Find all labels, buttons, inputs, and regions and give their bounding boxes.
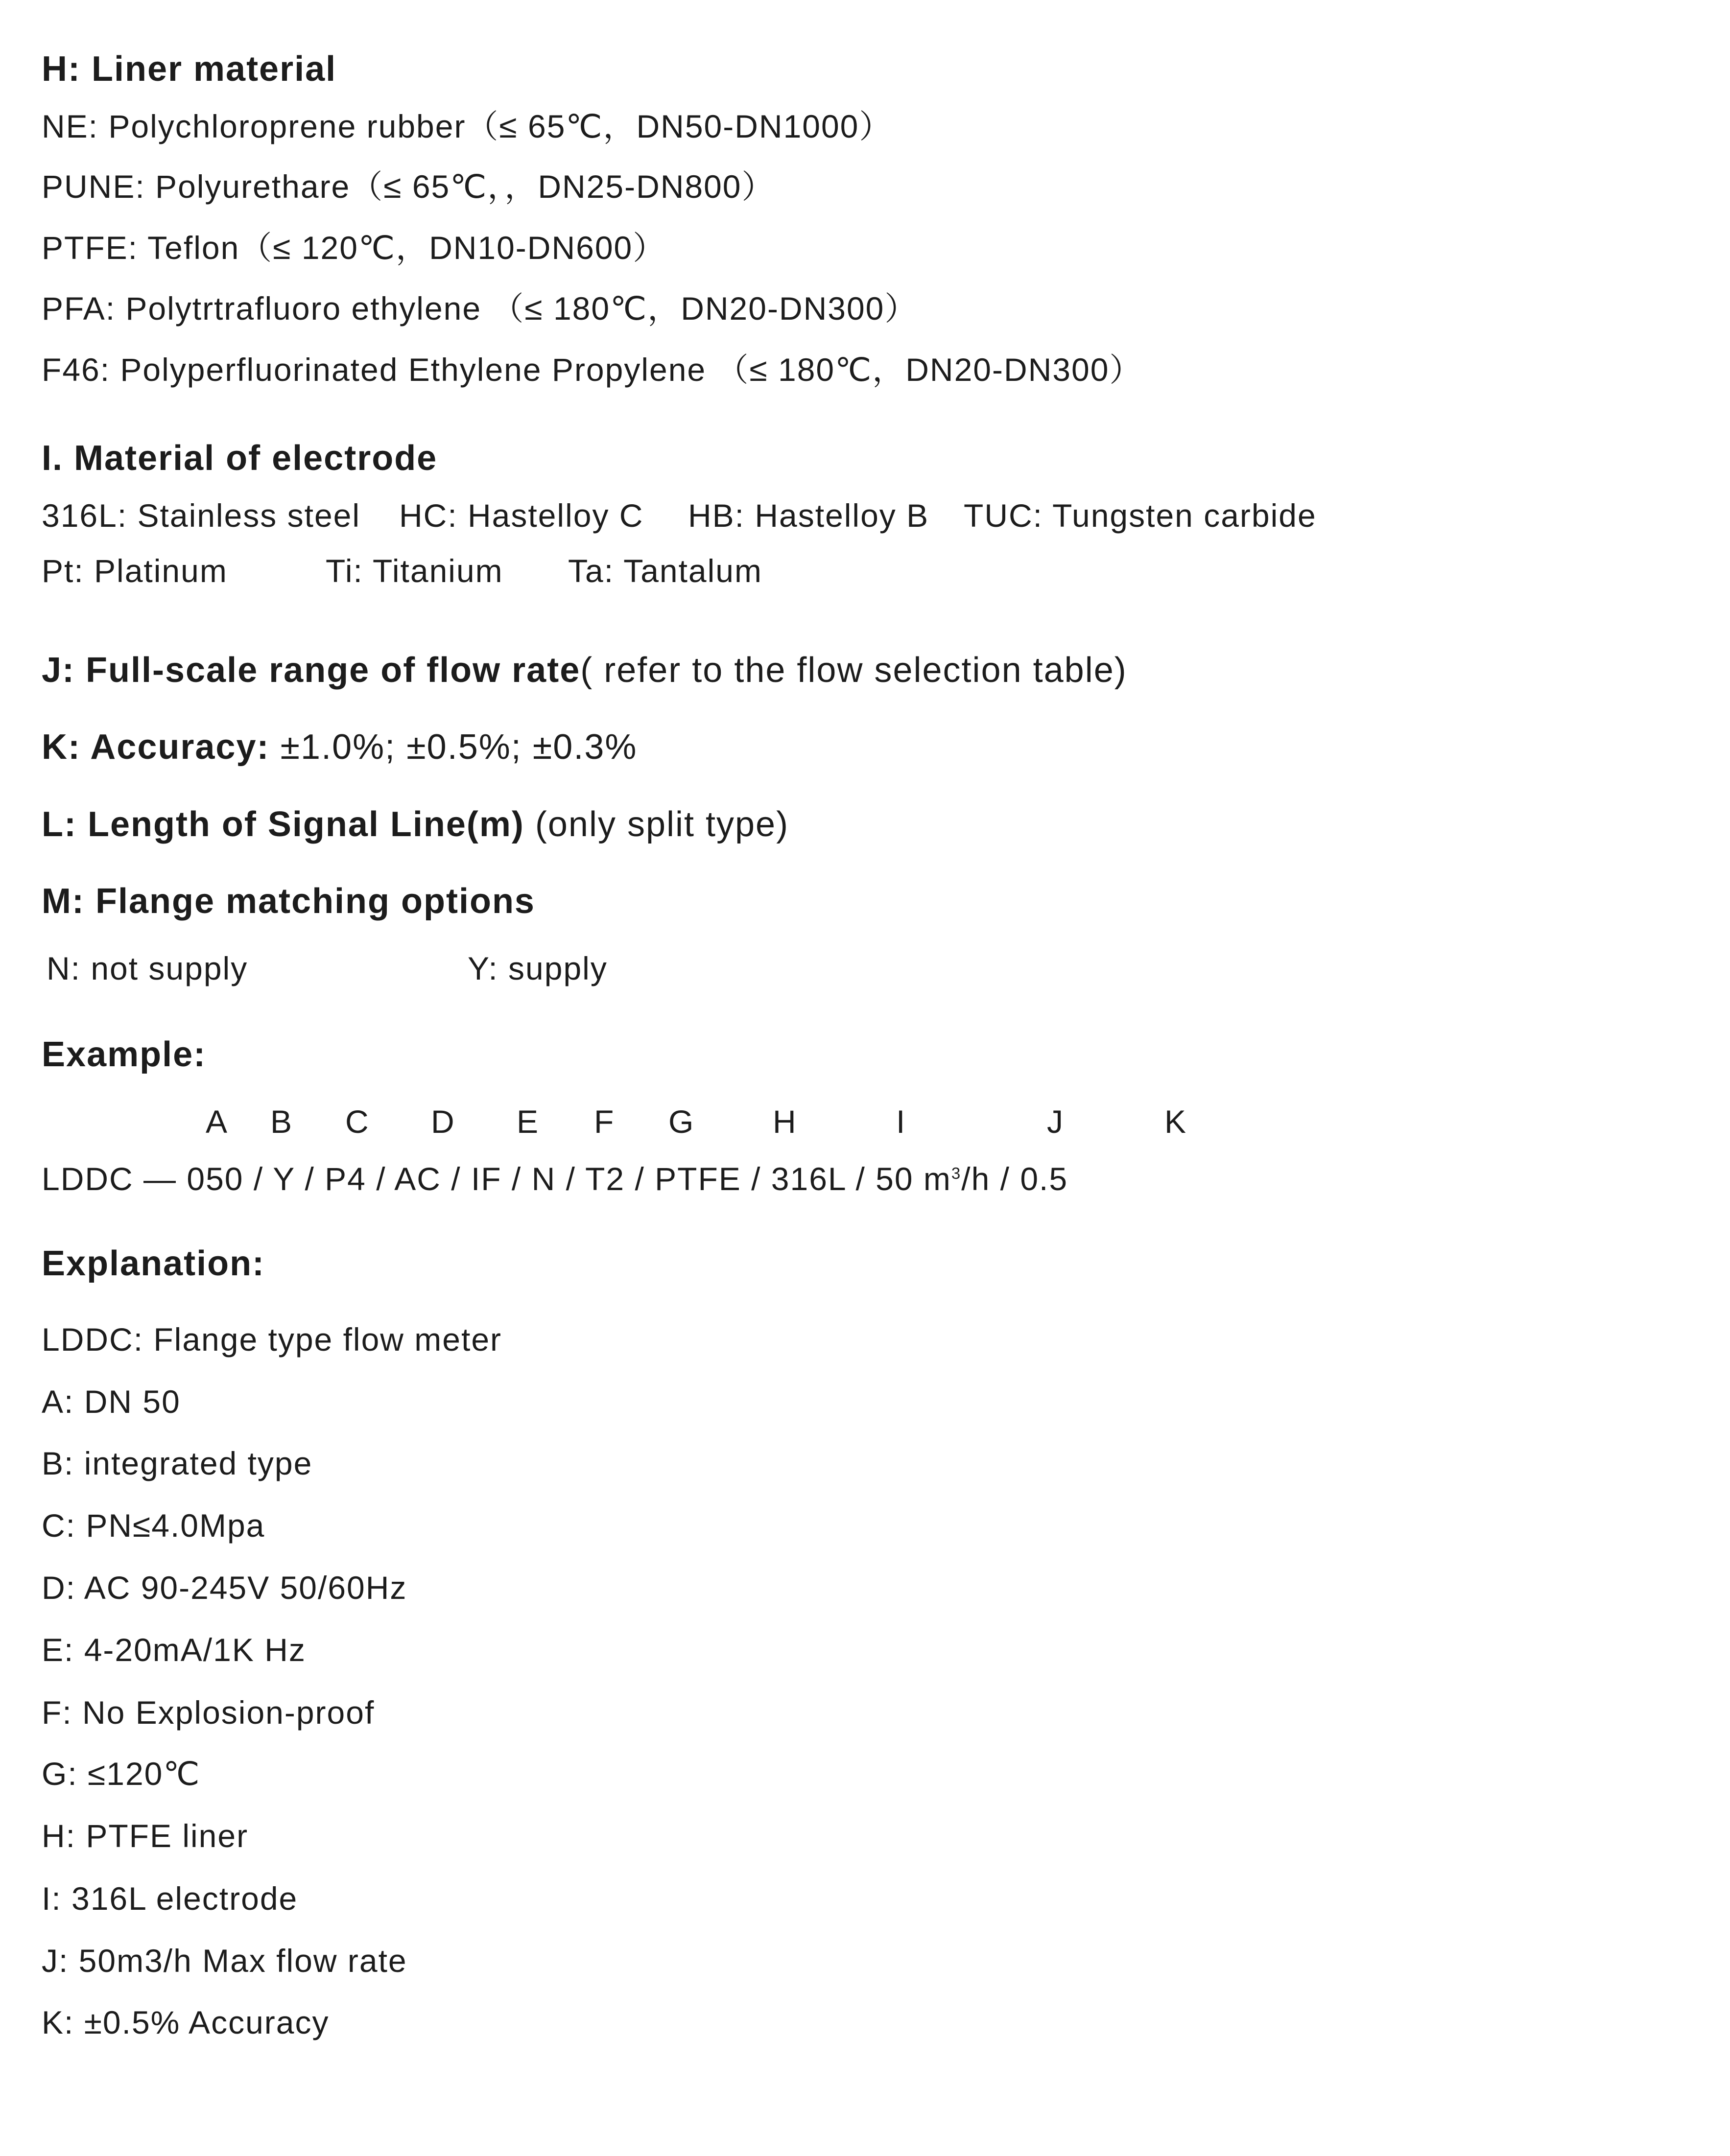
signal-line-heading: L: Length of Signal Line(m)	[42, 805, 524, 844]
liner-item-pune: PUNE: Polyurethare（≤ 65℃，，DN25-DN800）	[42, 168, 775, 205]
explanation-item-f: F: No Explosion-proof	[42, 1694, 375, 1731]
example-heading: Example:	[42, 1035, 207, 1074]
example-letter-b: B	[270, 1103, 293, 1140]
example-letter-d: D	[431, 1103, 455, 1140]
accuracy-line	[42, 729, 637, 765]
liner-item-ne: NE: Polychloroprene rubber（≤ 65℃，DN50-DN1000）	[42, 108, 893, 144]
accuracy-values: ±1.0%; ±0.5%; ±0.3%	[269, 727, 638, 767]
signal-line-line	[42, 807, 789, 842]
liner-item-f46: F46: Polyperfluorinated Ethylene Propylene （≤ 180℃，DN20-DN300）	[42, 352, 1143, 388]
explanation-heading: Explanation:	[42, 1244, 265, 1283]
explanation-item-b: B: integrated type	[42, 1445, 313, 1481]
explanation-item-k: K: ±0.5% Accuracy	[42, 2004, 330, 2040]
example-letter-h: H	[773, 1103, 797, 1140]
example-letter-g: G	[668, 1103, 695, 1140]
example-letter-a: A	[206, 1103, 229, 1140]
example-code-superscript: 3	[951, 1164, 962, 1182]
signal-line-note: (only split type)	[524, 805, 789, 844]
explanation-item-d: D: AC 90-245V 50/60Hz	[42, 1570, 407, 1606]
example-letter-c: C	[345, 1103, 370, 1140]
example-code-prefix: LDDC — 050 / Y / P4 / AC / IF / N / T2 / PTFE / 316L / 50 m	[42, 1161, 951, 1197]
example-letter-i: I	[896, 1103, 906, 1140]
flow-range-note: ( refer to the flow selection table)	[580, 651, 1127, 690]
electrode-hc: HC: Hastelloy C	[399, 497, 644, 534]
electrode-316l: 316L: Stainless steel	[42, 497, 361, 534]
flow-range-heading: J: Full-scale range of flow rate	[42, 651, 581, 690]
explanation-item-g: G: ≤120℃	[42, 1756, 201, 1792]
electrode-ti: Ti: Titanium	[326, 553, 503, 589]
example-letter-f: F	[594, 1103, 615, 1140]
explanation-item-c: C: PN≤4.0Mpa	[42, 1507, 265, 1544]
liner-heading: H: Liner material	[42, 49, 337, 89]
electrode-heading: I. Material of electrode	[42, 439, 438, 478]
liner-item-ptfe: PTFE: Teflon（≤ 120℃，DN10-DN600）	[42, 230, 666, 266]
explanation-item-a: A: DN 50	[42, 1383, 181, 1420]
electrode-pt: Pt: Platinum	[42, 553, 228, 589]
accuracy-heading: K: Accuracy:	[42, 727, 270, 767]
explanation-item-lddc: LDDC: Flange type flow meter	[42, 1321, 502, 1358]
electrode-tuc: TUC: Tungsten carbide	[964, 497, 1317, 534]
explanation-item-j: J: 50m3/h Max flow rate	[42, 1943, 407, 1979]
electrode-ta: Ta: Tantalum	[568, 553, 762, 589]
explanation-item-e: E: 4-20mA/1K Hz	[42, 1632, 306, 1668]
explanation-item-h: H: PTFE liner	[42, 1818, 249, 1854]
example-code-suffix: /h / 0.5	[961, 1161, 1068, 1197]
flange-option-n: N: not supply	[47, 950, 248, 986]
explanation-item-i: I: 316L electrode	[42, 1880, 298, 1917]
example-code	[42, 1163, 1068, 1195]
flow-range-line	[42, 653, 1127, 688]
example-letter-e: E	[517, 1103, 540, 1140]
example-letter-k: K	[1164, 1103, 1187, 1140]
liner-item-pfa: PFA: Polytrtrafluoro ethylene （≤ 180℃，DN20-DN300）	[42, 290, 918, 327]
example-letter-j: J	[1047, 1103, 1064, 1140]
flange-option-y: Y: supply	[468, 950, 608, 986]
electrode-hb: HB: Hastelloy B	[688, 497, 929, 534]
flange-heading: M: Flange matching options	[42, 882, 535, 921]
